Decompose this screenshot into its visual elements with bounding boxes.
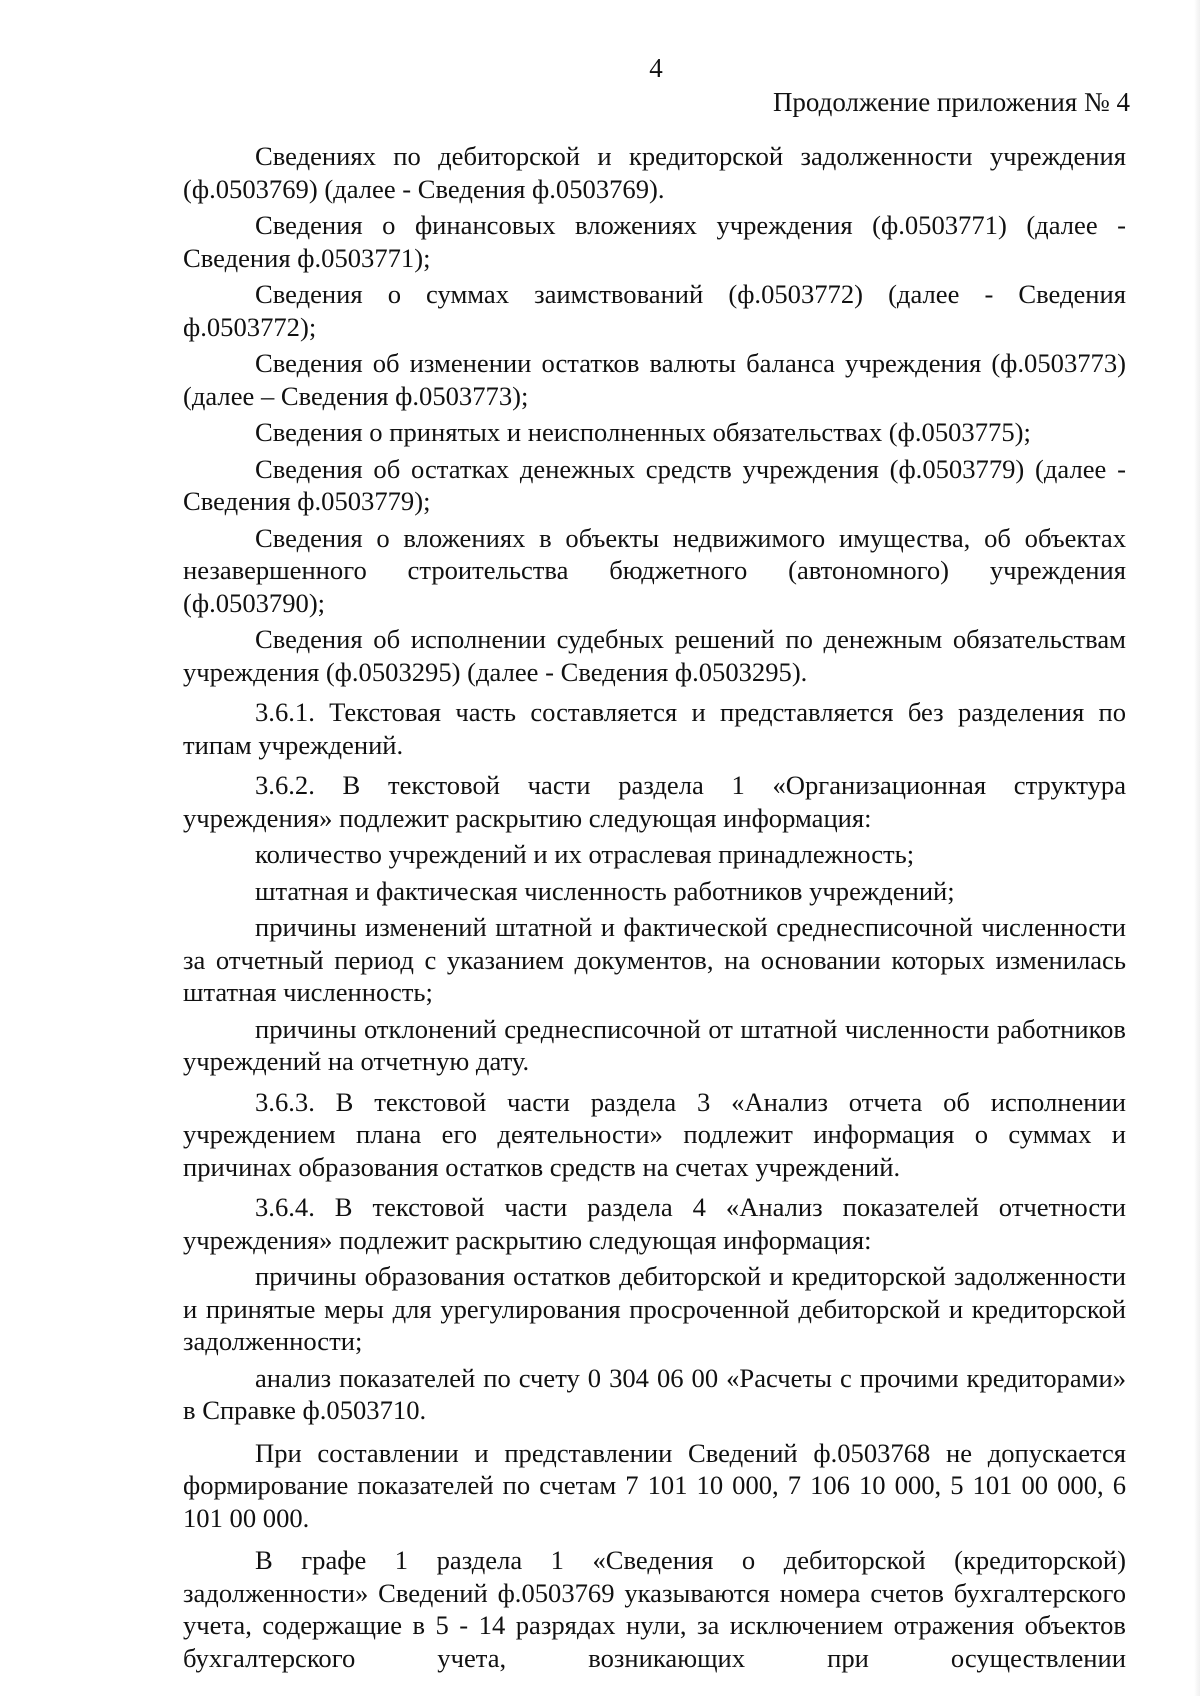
paragraph: Сведения об остатках денежных средств учреждения (ф.0503779) (далее - Сведения ф.0503779); [183,453,1126,516]
page-number [0,52,1200,84]
list-item: штатная и фактическая численность работников учреждений; [255,875,955,906]
appendix-continuation-header: Продолжение приложения № 4 [772,87,1130,117]
list-item: причины отклонений среднесписочной от штатной численности работников учреждений на отчетную дату. [183,1013,1126,1076]
paragraph: Сведения о финансовых вложениях учреждения (ф.0503771) (далее - Сведения ф.0503771); [183,210,1126,273]
paragraph: Сведения об исполнении судебных решений по денежным обязательствам учреждения (ф.0503295) (далее - Сведения ф.0503295). [183,624,1126,687]
list-item: количество учреждений и их отраслевая принадлежность; [255,839,915,869]
list-item: причины изменений штатной и фактической среднесписочной численности за отчетный период с указанием документов, на основании которых изменилась штатная численность; [183,912,1126,1007]
page-number-text: 4 [649,53,663,83]
paragraph: Сведения об изменении остатков валюты баланса учреждения (ф.0503773) (далее – Сведения ф.0503773); [183,348,1126,411]
paragraph: Сведения о суммах заимствований (ф.0503772) (далее - Сведения ф.0503772); [183,279,1126,342]
list-item: анализ показателей по счету 0 304 06 00 «Расчеты с прочими кредиторами» в Справке ф.0503710. [183,1362,1126,1425]
paragraph: В графе 1 раздела 1 «Сведения о дебиторской (кредиторской) задолженности» Сведений ф.0503769 указываются номера счетов бухгалтерского учета, содержащие в 5 - 14 разрядах нули, за исключением отражения объектов бухгалтерского учета, возникающих при осуществлении [183,1545,1126,1673]
paragraph: Сведения о вложениях в объекты недвижимого имущества, об объектах незавершенного строительства бюджетного (автономного) учреждения (ф.0503790); [183,522,1126,618]
paragraph: Сведения о принятых и неисполненных обязательствах (ф.0503775); [255,417,1031,447]
paragraph: 3.6.3. В текстовой части раздела 3 «Анализ отчета об исполнении учреждением плана его деятельности» подлежит информация о суммах и причинах образования остатков средств на счетах учреждений. [183,1086,1126,1182]
document-body [183,140,1126,1674]
list-item: причины образования остатков дебиторской и кредиторской задолженности и принятые меры для урегулирования просроченной дебиторской и кредиторской задолженности; [183,1261,1126,1356]
paragraph: Сведениях по дебиторской и кредиторской задолженности учреждения (ф.0503769) (далее - Сведения ф.0503769). [183,141,1126,204]
paragraph: 3.6.1. Текстовая часть составляется и представляется без разделения по типам учреждений. [183,697,1126,760]
paragraph: 3.6.2. В текстовой части раздела 1 «Организационная структура учреждения» подлежит раскрытию следующая информация: [183,770,1126,833]
paragraph: 3.6.4. В текстовой части раздела 4 «Анализ показателей отчетности учреждения» подлежит раскрытию следующая информация: [183,1192,1126,1255]
paragraph: При составлении и представлении Сведений ф.0503768 не допускается формирование показателей по счетам 7 101 10 000, 7 106 10 000, 5 101 00 000, 6 101 00 000. [183,1437,1126,1533]
scan-edge-shading [1194,0,1200,1696]
